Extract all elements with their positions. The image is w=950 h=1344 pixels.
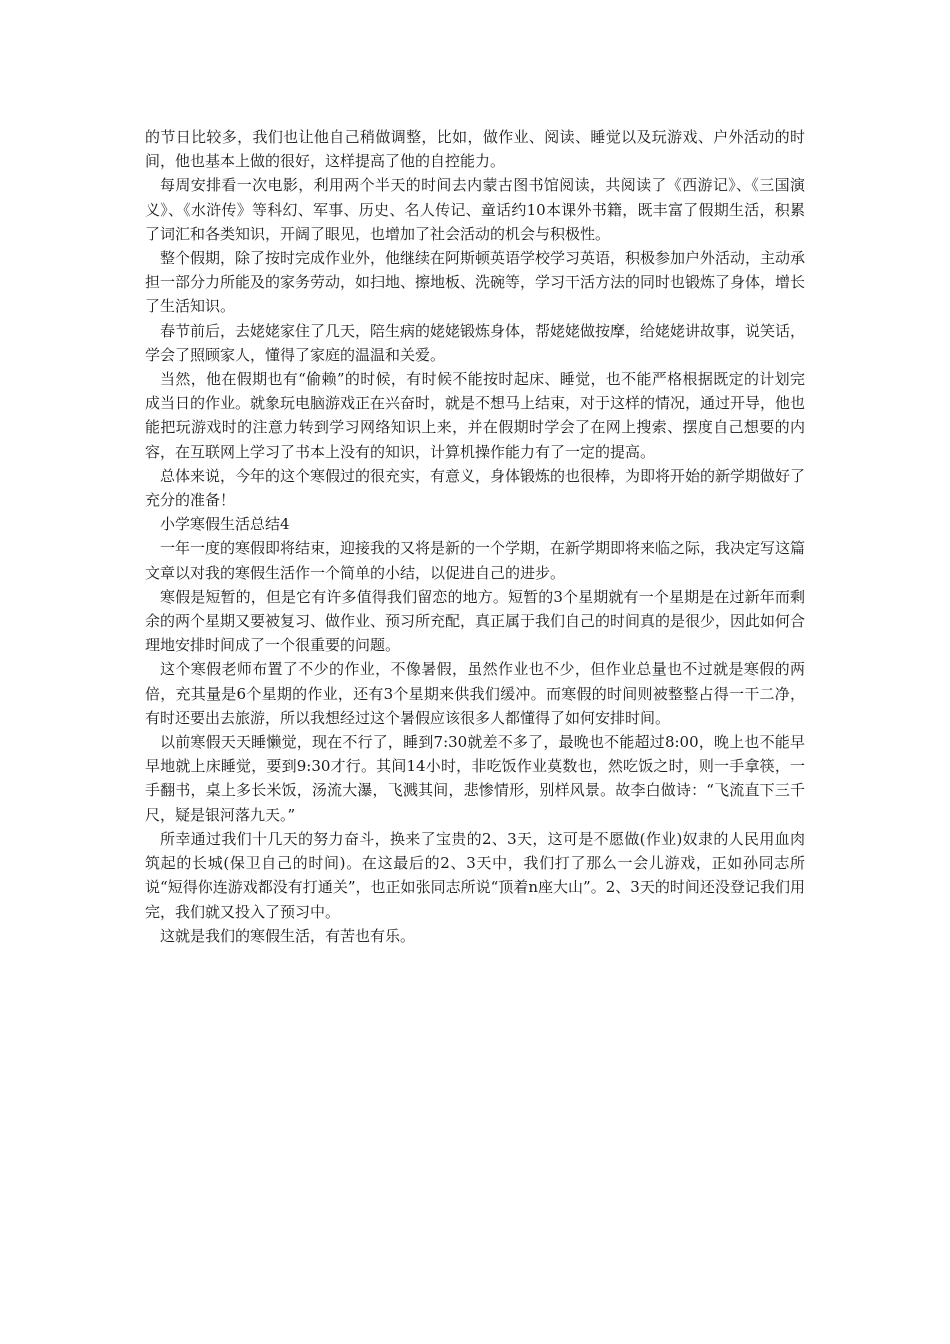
paragraph: 总体来说，今年的这个寒假过的很充实，有意义，身体锻炼的也很棒，为即将开始的新学期做好了充分的准备！ (145, 466, 806, 510)
document-body (145, 125, 805, 948)
paragraph: 春节前后，去姥姥家住了几天，陪生病的姥姥锻炼身体，帮姥姥做按摩，给姥姥讲故事，说笑话，学会了照顾家人，懂得了家庭的温温和关爱。 (145, 321, 806, 364)
paragraph-continued: 的节日比较多，我们也让他自己稍做调整，比如，做作业、阅读、睡觉以及玩游戏、户外活动的时间，他也基本上做的很好，这样提高了他的自控能力。 (145, 128, 805, 171)
paragraph: 每周安排看一次电影，利用两个半天的时间去内蒙古图书馆阅读，共阅读了《西游记》、《三国演义》、《水浒传》等科幻、军事、历史、名人传记、童话约10本课外书籍，既丰富了假期生活，积累了词汇和各类知识，开阔了眼见，也增加了社会活动的机会与积极性。 (145, 176, 805, 243)
paragraph: 所幸通过我们十几天的努力奋斗，换来了宝贵的2、3天，这可是不愿做(作业)奴隶的人民用血肉筑起的长城(保卫自己的时间)。在这最后的2、3天中，我们打了那么一会儿游戏，正如孙同志所说“短得你连游戏都没有打通关”，也正如张同志所说“顶着n座大山”。2、3天的时间还没登记我们用完，我们就又投入了预习中。 (145, 829, 805, 921)
paragraph: 寒假是短暂的，但是它有许多值得我们留恋的地方。短暂的3个星期就有一个星期是在过新年而剩余的两个星期又要被复习、做作业、预习所充配，真正属于我们自己的时间真的是很少，因此如何合理地安排时间成了一个很重要的问题。 (145, 587, 806, 655)
paragraph: 一年一度的寒假即将结束，迎接我的又将是新的一个学期，在新学期即将来临之际，我决定写这篇文章以对我的寒假生活作一个简单的小结，以促进自己的进步。 (145, 539, 806, 582)
paragraph: 这就是我们的寒假生活，有苦也有乐。 (160, 926, 416, 945)
paragraph: 这个寒假老师布置了不少的作业，不像暑假，虽然作业也不少，但作业总量也不过就是寒假的两倍，充其量是6个星期的作业，还有3个星期来供我们缓冲。而寒假的时间则被整整占得一干二净，有时还要出去旅游，所以我想经过这个暑假应该很多人都懂得了如何安排时间。 (145, 660, 805, 727)
paragraph: 当然，他在假期也有“偷赖”的时候，有时候不能按时起床、睡觉，也不能严格根据既定的计划完成当日的作业。就象玩电脑游戏正在兴奋时，就是不想马上结束，对于这样的情况，通过开导，他也能把玩游戏时的注意力转到学习网络知识上来，并在假期时学会了在网上搜索、摆度自己想要的内容，在互联网上学习了书本上没有的知识，计算机操作能力有了一定的提高。 (145, 370, 806, 461)
paragraph: 整个假期，除了按时完成作业外，他继续在阿斯顿英语学校学习英语，积极参加户外活动，主动承担一部分力所能及的家务劳动，如扫地、擦地板、洗碗等，学习干活方法的同时也锻炼了身体，增长了生活知识。 (145, 249, 806, 316)
paragraph: 以前寒假天天睡懒觉，现在不行了，睡到7:30就差不多了，最晚也不能超过8:00，晚上也不能早早地就上床睡觉，要到9:30才行。其间14小时，非吃饭作业莫数也，然吃饭之时，则一手拿筷，一手翻书，桌上多长米饭，汤流大瀑，飞溅其间，悲惨情形，别样风景。故李白做诗：“飞流直下三千尺，疑是银河落九天。” (145, 733, 805, 824)
section-heading: 小学寒假生活总结4 (160, 515, 290, 534)
